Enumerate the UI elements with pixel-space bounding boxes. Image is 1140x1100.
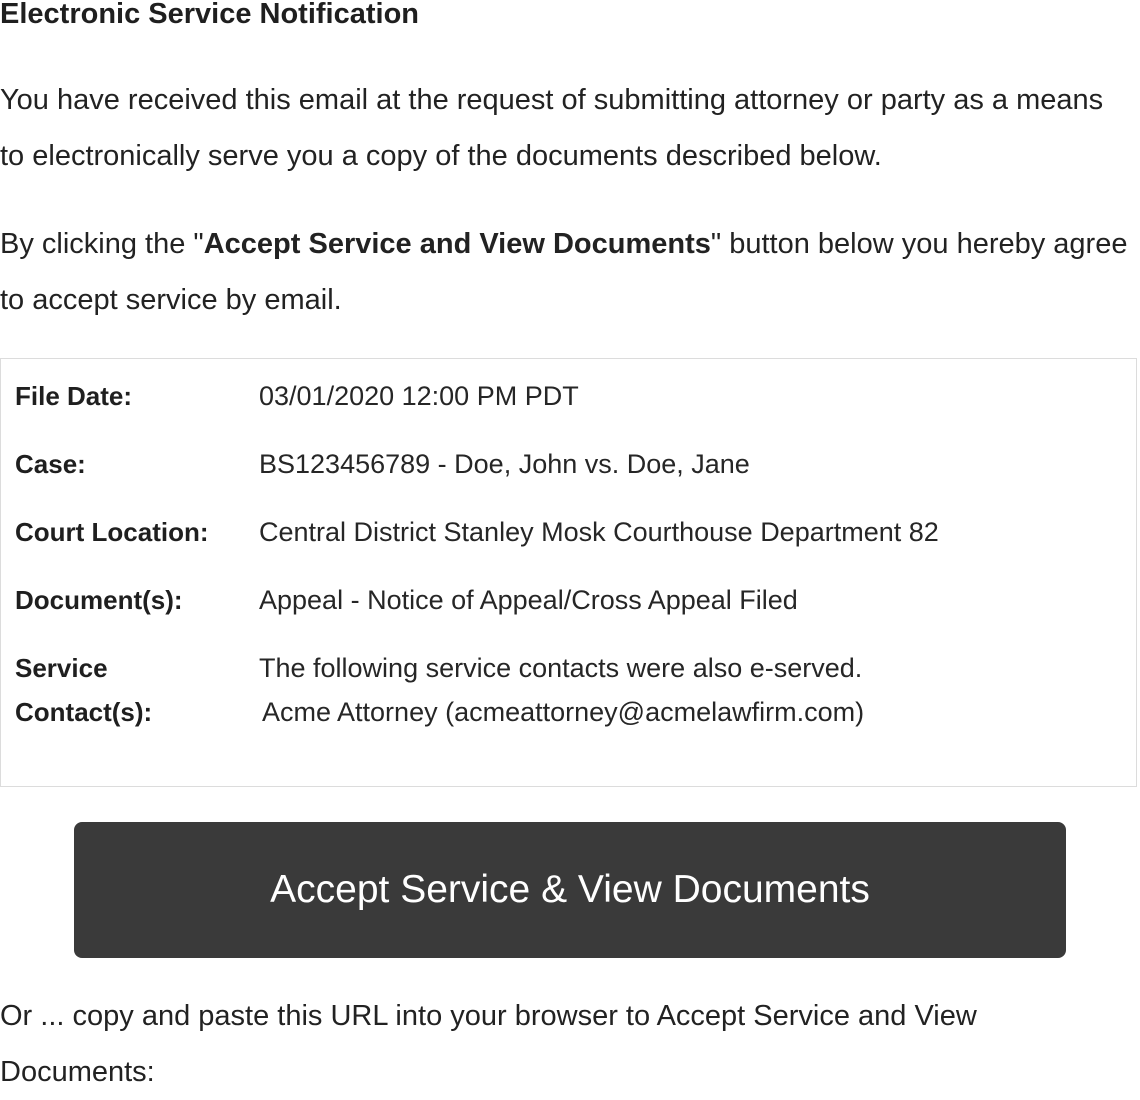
url-instruction: Or ... copy and paste this URL into your browser to Accept Service and View Documents:: [0, 1000, 977, 1088]
documents-value: Appeal - Notice of Appeal/Cross Appeal Filed: [259, 585, 798, 615]
consent-bold-text: Accept Service and View Documents: [203, 228, 711, 260]
service-contacts-note: The following service contacts were also e-served.: [259, 653, 863, 683]
accept-service-button[interactable]: Accept Service & View Documents: [74, 822, 1066, 958]
file-date-value: 03/01/2020 12:00 PM PDT: [259, 381, 579, 411]
case-value: BS123456789 - Doe, John vs. Doe, Jane: [259, 449, 750, 479]
service-contacts-label-line1: Service: [15, 653, 108, 683]
consent-paragraph: [0, 216, 1135, 328]
court-location-label: Court Location:: [15, 517, 209, 547]
service-contacts-label-line2: Contact(s):: [15, 697, 153, 727]
case-label: Case:: [15, 449, 86, 479]
court-location-value: Central District Stanley Mosk Courthouse Department 82: [259, 517, 939, 547]
consent-suffix: " button below you hereby agree to accept service by email.: [0, 228, 1128, 316]
consent-prefix: By clicking the ": [0, 228, 204, 260]
email-title: Electronic Service Notification: [0, 0, 420, 30]
intro-paragraph: You have received this email at the request of submitting attorney or party as a means to electronically serve you a copy of the documents described below.: [0, 84, 1104, 172]
service-details-panel: [0, 358, 1137, 787]
service-contacts-label: [15, 646, 245, 734]
service-contacts-value: Acme Attorney (acmeattorney@acmelawfirm.com): [262, 697, 865, 727]
file-date-label: File Date:: [15, 381, 133, 411]
documents-label: Document(s):: [15, 585, 183, 615]
